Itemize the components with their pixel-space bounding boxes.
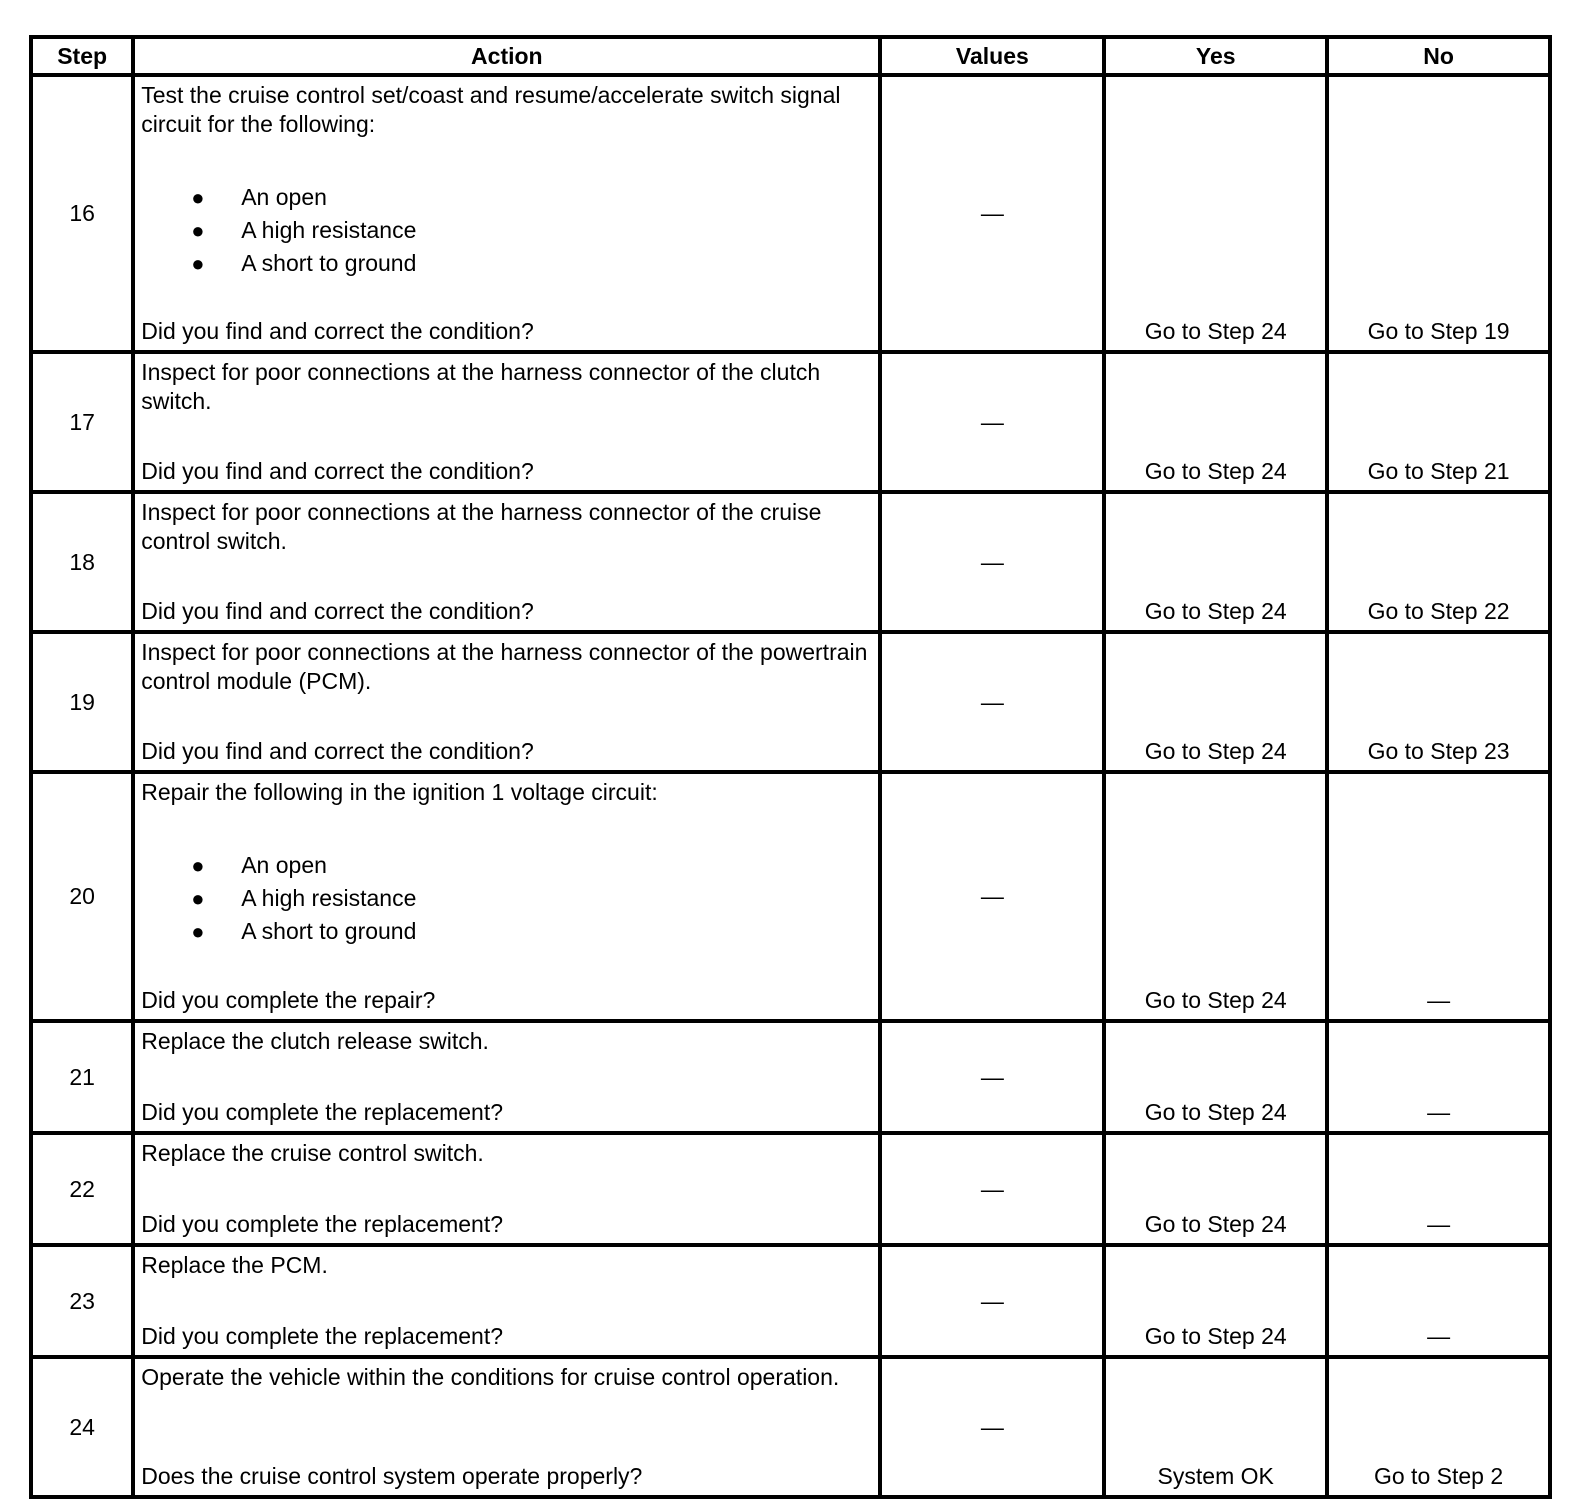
question-text: Did you complete the replacement? [141, 1099, 504, 1125]
no-cell: Go to Step 19 [1327, 75, 1550, 352]
header-yes: Yes [1104, 37, 1327, 75]
bullet-icon: ● [191, 251, 205, 276]
list-item: ● A high resistance [191, 882, 872, 915]
action-text: Operate the vehicle within the conditions for cruise control operation. [141, 1364, 840, 1390]
action-cell [133, 1021, 880, 1133]
list-item: ● An open [191, 849, 872, 882]
no-cell: — [1327, 1021, 1550, 1133]
action-cell [133, 1245, 880, 1357]
no-cell: — [1327, 772, 1550, 1021]
values-cell: — [880, 352, 1104, 492]
action-text: Test the cruise control set/coast and resume/accelerate switch signal circuit for the following: [141, 82, 841, 137]
action-text: Replace the PCM. [141, 1252, 328, 1278]
list-item: ● A short to ground [191, 915, 872, 948]
action-cell [133, 1133, 880, 1245]
step-number: 20 [31, 772, 133, 1021]
diagnostic-table [29, 35, 1552, 1499]
step-number: 19 [31, 632, 133, 772]
yes-cell: Go to Step 24 [1104, 772, 1327, 1021]
question-text: Did you find and correct the condition? [141, 458, 534, 484]
question-text: Did you find and correct the condition? [141, 318, 534, 344]
values-cell: — [880, 75, 1104, 352]
action-text: Inspect for poor connections at the harness connector of the cruise control switch. [141, 499, 822, 554]
action-text: Repair the following in the ignition 1 voltage circuit: [141, 779, 658, 805]
condition-list [141, 181, 872, 280]
action-cell [133, 352, 880, 492]
diagnostic-table-container [29, 35, 1552, 1499]
question-text: Did you complete the repair? [141, 987, 436, 1013]
step-number: 17 [31, 352, 133, 492]
question-text: Did you complete the replacement? [141, 1211, 504, 1237]
question-text: Did you find and correct the condition? [141, 598, 534, 624]
no-cell: — [1327, 1245, 1550, 1357]
step-number: 23 [31, 1245, 133, 1357]
header-action: Action [133, 37, 880, 75]
values-cell: — [880, 1245, 1104, 1357]
yes-cell: Go to Step 24 [1104, 1245, 1327, 1357]
action-text: Inspect for poor connections at the harness connector of the powertrain control module (PCM). [141, 639, 868, 694]
no-cell: Go to Step 21 [1327, 352, 1550, 492]
step-number: 18 [31, 492, 133, 632]
yes-cell: System OK [1104, 1357, 1327, 1497]
table-row [31, 1021, 1550, 1133]
bullet-icon: ● [191, 886, 205, 911]
bullet-icon: ● [191, 853, 205, 878]
step-number: 24 [31, 1357, 133, 1497]
yes-cell: Go to Step 24 [1104, 352, 1327, 492]
action-cell [133, 75, 880, 352]
table-row [31, 352, 1550, 492]
yes-cell: Go to Step 24 [1104, 1133, 1327, 1245]
values-cell: — [880, 492, 1104, 632]
yes-cell: Go to Step 24 [1104, 1021, 1327, 1133]
header-step: Step [31, 37, 133, 75]
header-values: Values [880, 37, 1104, 75]
no-cell: — [1327, 1133, 1550, 1245]
values-cell: — [880, 1133, 1104, 1245]
values-cell: — [880, 1021, 1104, 1133]
step-number: 21 [31, 1021, 133, 1133]
bullet-icon: ● [191, 919, 205, 944]
action-cell [133, 492, 880, 632]
list-item: ● A high resistance [191, 214, 872, 247]
table-row [31, 1245, 1550, 1357]
action-text: Inspect for poor connections at the harness connector of the clutch switch. [141, 359, 821, 414]
table-row [31, 75, 1550, 352]
yes-cell: Go to Step 24 [1104, 632, 1327, 772]
table-row [31, 1133, 1550, 1245]
table-row [31, 632, 1550, 772]
header-no: No [1327, 37, 1550, 75]
values-cell: — [880, 1357, 1104, 1497]
values-cell: — [880, 772, 1104, 1021]
no-cell: Go to Step 2 [1327, 1357, 1550, 1497]
condition-list [141, 849, 872, 948]
step-number: 16 [31, 75, 133, 352]
table-row [31, 1357, 1550, 1497]
step-number: 22 [31, 1133, 133, 1245]
question-text: Did you find and correct the condition? [141, 738, 534, 764]
yes-cell: Go to Step 24 [1104, 492, 1327, 632]
table-row [31, 492, 1550, 632]
action-cell [133, 772, 880, 1021]
list-item: ● An open [191, 181, 872, 214]
action-text: Replace the clutch release switch. [141, 1028, 489, 1054]
list-item: ● A short to ground [191, 247, 872, 280]
table-row [31, 772, 1550, 1021]
action-cell [133, 1357, 880, 1497]
values-cell: — [880, 632, 1104, 772]
yes-cell: Go to Step 24 [1104, 75, 1327, 352]
bullet-icon: ● [191, 218, 205, 243]
no-cell: Go to Step 22 [1327, 492, 1550, 632]
question-text: Did you complete the replacement? [141, 1323, 504, 1349]
action-text: Replace the cruise control switch. [141, 1140, 484, 1166]
question-text: Does the cruise control system operate properly? [141, 1463, 643, 1489]
no-cell: Go to Step 23 [1327, 632, 1550, 772]
header-row [31, 37, 1550, 75]
bullet-icon: ● [191, 185, 205, 210]
action-cell [133, 632, 880, 772]
